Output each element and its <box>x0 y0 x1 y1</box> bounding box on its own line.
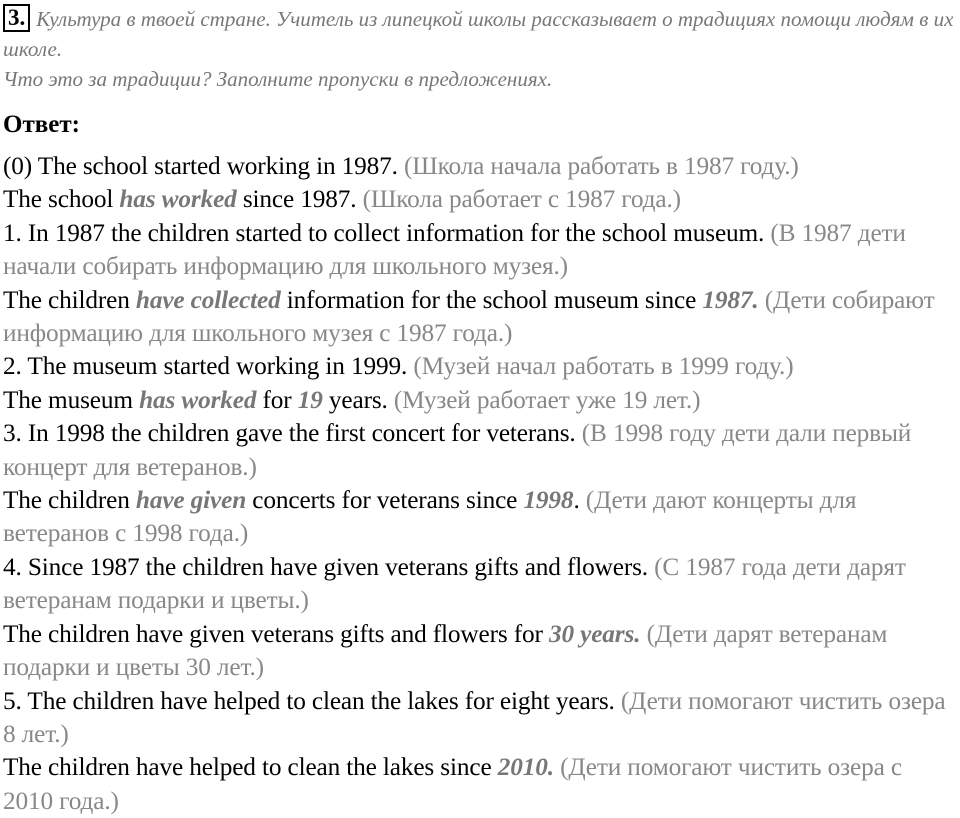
translation: (Музей работает уже 19 лет.) <box>393 385 701 414</box>
filled-gap: have collected <box>135 285 281 314</box>
sentence-text: (0) The school started working in 1987. <box>3 152 405 180</box>
sentence-text: since 1987. <box>236 185 363 214</box>
sentence-3-source <box>3 417 958 484</box>
sentence-text: The children have helped to clean the lakes since <box>3 753 498 782</box>
sentence-text: information for the school museum since <box>280 285 703 314</box>
sentence-text: The children <box>3 486 136 515</box>
task-instruction-line1: Культура в твоей стране. Учитель из липецкой школы рассказывает о традициях помощи людям в их школе. <box>3 7 954 61</box>
filled-gap: 2010. <box>497 753 554 782</box>
filled-gap: 30 years. <box>548 619 641 648</box>
filled-gap: has worked <box>139 385 257 414</box>
sentence-2-answer <box>3 384 958 417</box>
sentence-text: 5. The children have helped to clean the lakes for eight years. <box>3 686 621 715</box>
sentence-text: The children <box>3 285 136 314</box>
sentence-3-answer <box>3 484 958 551</box>
translation: (Дети дарят ветеранам подарки и цветы 30 лет.) <box>3 619 888 682</box>
filled-gap: 1987. <box>702 285 759 314</box>
sentence-text: 1. In 1987 the children started to collect information for the school museum. <box>3 218 771 247</box>
translation: (С 1987 года дети дарят ветеранам подарки и цветы.) <box>3 552 906 615</box>
answer-heading: Ответ: <box>3 111 80 138</box>
sentence-text: . <box>573 486 586 515</box>
sentence-text: The museum <box>3 385 140 414</box>
sentence-1-source <box>3 217 958 284</box>
sentence-2-source <box>3 350 958 383</box>
answer-body <box>3 150 958 818</box>
translation: (Дети собирают информацию для школьного музея с 1987 года.) <box>3 285 935 348</box>
filled-gap: has worked <box>119 185 237 214</box>
translation: (В 1987 дети начали собирать информацию для школьного музея.) <box>3 218 906 281</box>
sentence-text: for <box>256 385 298 414</box>
task-header <box>3 4 958 94</box>
sentence-4-answer <box>3 618 958 685</box>
sentence-text: 4. Since 1987 the children have given veterans gifts and flowers. <box>3 552 655 581</box>
sentence-text: years. <box>322 385 394 414</box>
sentence-1-answer <box>3 284 958 351</box>
filled-gap: have given <box>135 486 247 515</box>
translation: (Дети дают концерты для ветеранов с 1998 года.) <box>3 486 857 548</box>
sentence-0-example <box>3 150 958 183</box>
sentence-text: The children have given veterans gifts and flowers for <box>3 619 549 648</box>
sentence-text: The school <box>3 185 120 214</box>
translation: (Дети помогают чистить озера с 2010 года.) <box>3 753 902 815</box>
sentence-text: concerts for veterans since <box>246 486 524 515</box>
sentence-5-source <box>3 685 958 752</box>
sentence-5-answer <box>3 751 958 818</box>
translation: (Школа работает с 1987 года.) <box>362 185 681 214</box>
translation: (Музей начал работать в 1999 году.) <box>413 352 794 381</box>
filled-gap: 1998 <box>523 486 574 515</box>
filled-gap: 19 <box>297 385 323 414</box>
sentence-text: 3. In 1998 the children gave the first concert for veterans. <box>3 419 582 448</box>
translation: (В 1998 году дети дали первый концерт для ветеранов.) <box>3 419 912 481</box>
task-number: 3. <box>3 4 30 32</box>
translation: (Дети помогают чистить озера 8 лет.) <box>3 686 946 748</box>
translation: (Школа начала работать в 1987 году.) <box>404 152 799 180</box>
sentence-0-answer <box>3 183 958 216</box>
task-instruction-line2: Что это за традиции? Заполните пропуски в предложениях. <box>3 67 553 91</box>
sentence-text: 2. The museum started working in 1999. <box>3 352 414 381</box>
sentence-4-source <box>3 551 958 618</box>
